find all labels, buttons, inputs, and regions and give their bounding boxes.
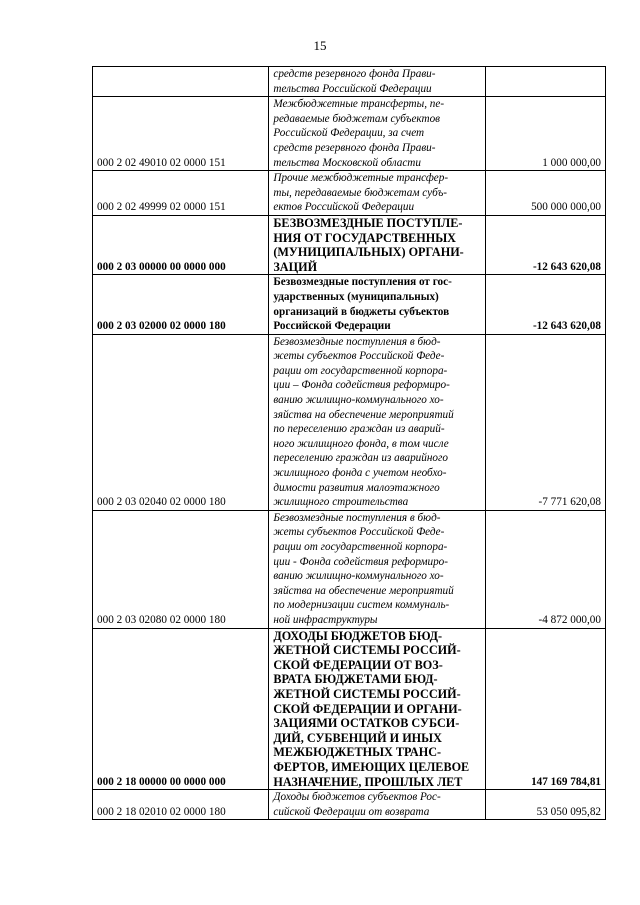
row-name-line: рации от государственной корпора- bbox=[273, 364, 448, 377]
row-code: 000 2 18 02010 02 0000 180 bbox=[93, 790, 269, 820]
table-row bbox=[93, 790, 606, 820]
row-name bbox=[269, 67, 486, 97]
row-name bbox=[269, 334, 486, 510]
row-name-line: димости развития малоэтажного bbox=[273, 481, 440, 494]
row-name-line: ДИЙ, СУБВЕНЦИЙ И ИНЫХ bbox=[273, 730, 442, 745]
row-name-line: НИЯ ОТ ГОСУДАРСТВЕННЫХ bbox=[273, 230, 456, 245]
row-code: 000 2 02 49010 02 0000 151 bbox=[93, 97, 269, 171]
row-name-line: переселению граждан из аварийного bbox=[273, 452, 448, 465]
row-name-line: зяйства на обеспечение мероприятий bbox=[273, 584, 454, 597]
row-name-line: ного жилищного фонда, в том числе bbox=[273, 437, 449, 450]
row-name-line: Российской Федерации bbox=[273, 320, 391, 333]
row-name-line: ектов Российской Федерации bbox=[273, 201, 415, 214]
row-name-line: ДОХОДЫ БЮДЖЕТОВ БЮД- bbox=[273, 628, 443, 643]
row-code: 000 2 03 02040 02 0000 180 bbox=[93, 334, 269, 510]
row-name-line: ФЕРТОВ, ИМЕЮЩИХ ЦЕЛЕВОЕ bbox=[273, 759, 470, 774]
table-row bbox=[93, 67, 606, 97]
table-row bbox=[93, 334, 606, 510]
row-amount bbox=[486, 67, 606, 97]
table-row bbox=[93, 628, 606, 790]
row-name-line: по переселению граждан из аварий- bbox=[273, 423, 445, 436]
table-row bbox=[93, 97, 606, 171]
table-row bbox=[93, 171, 606, 216]
row-name-line: ЖЕТНОЙ СИСТЕМЫ РОССИЙ- bbox=[273, 643, 461, 658]
row-name-line: МЕЖБЮДЖЕТНЫХ ТРАНС- bbox=[273, 745, 442, 760]
row-name-line: ной инфраструктуры bbox=[273, 613, 378, 626]
row-amount: -12 643 620,08 bbox=[486, 275, 606, 334]
row-name-line: жеты субъектов Российской Феде- bbox=[273, 350, 445, 363]
row-code: 000 2 03 00000 00 0000 000 bbox=[93, 215, 269, 274]
row-name-line: ванию жилищно-коммунального хо- bbox=[273, 394, 444, 407]
row-name-line: СКОЙ ФЕДЕРАЦИИ ОТ ВОЗ- bbox=[273, 657, 443, 672]
row-name-line: (МУНИЦИПАЛЬНЫХ) ОРГАНИ- bbox=[273, 245, 464, 260]
row-code: 000 2 03 02080 02 0000 180 bbox=[93, 510, 269, 628]
row-name-line: ЗАЦИЙ bbox=[273, 259, 318, 274]
row-name-line: жеты субъектов Российской Феде- bbox=[273, 526, 445, 539]
row-name-line: Безвозмездные поступления от гос- bbox=[273, 276, 452, 289]
table-row bbox=[93, 215, 606, 274]
row-name-line: тельства Московской области bbox=[273, 156, 421, 169]
row-name-line: сийской Федерации от возврата bbox=[273, 805, 430, 818]
row-name-line: жилищного строительства bbox=[273, 496, 409, 509]
row-name bbox=[269, 275, 486, 334]
row-name-line: рации от государственной корпора- bbox=[273, 541, 448, 553]
row-name-line: Российской Федерации, за счет bbox=[273, 127, 425, 140]
row-code: 000 2 18 00000 00 0000 000 bbox=[93, 628, 269, 790]
row-amount: -7 771 620,08 bbox=[486, 334, 606, 510]
row-name-line: Доходы бюджетов субъектов Рос- bbox=[273, 791, 441, 804]
row-name-line: Межбюджетные трансферты, пе- bbox=[273, 98, 445, 111]
row-name-line: по модернизации систем коммуналь- bbox=[273, 599, 450, 612]
row-amount: -4 872 000,00 bbox=[486, 510, 606, 628]
row-amount: -12 643 620,08 bbox=[486, 215, 606, 274]
row-name-line: зяйства на обеспечение мероприятий bbox=[273, 408, 454, 421]
row-name bbox=[269, 790, 486, 820]
row-code: 000 2 02 49999 02 0000 151 bbox=[93, 171, 269, 216]
row-name-line: тельства Российской Федерации bbox=[273, 82, 432, 95]
row-name-line: ванию жилищно-коммунального хо- bbox=[273, 570, 444, 583]
row-code: 000 2 03 02000 02 0000 180 bbox=[93, 275, 269, 334]
row-name-line: редаваемые бюджетам субъектов bbox=[273, 112, 441, 125]
row-name-line: средств резервного фонда Прави- bbox=[273, 68, 436, 80]
row-amount: 53 050 095,82 bbox=[486, 790, 606, 820]
row-name bbox=[269, 171, 486, 216]
row-name-line: БЕЗВОЗМЕЗДНЫЕ ПОСТУПЛЕ- bbox=[273, 215, 463, 230]
row-name-line: ции – Фонда содействия реформиро- bbox=[273, 379, 450, 392]
row-name-line: НАЗНАЧЕНИЕ, ПРОШЛЫХ ЛЕТ bbox=[273, 774, 463, 789]
row-name-line: ЗАЦИЯМИ ОСТАТКОВ СУБСИ- bbox=[273, 716, 460, 731]
row-name-line: Безвозмездные поступления в бюд- bbox=[273, 511, 441, 524]
row-name-line: ВРАТА БЮДЖЕТАМИ БЮД- bbox=[273, 672, 438, 687]
row-amount: 147 169 784,81 bbox=[486, 628, 606, 790]
row-name bbox=[269, 215, 486, 274]
row-name-line: организаций в бюджеты субъектов bbox=[273, 305, 450, 318]
row-name-line: ции - Фонда содействия реформиро- bbox=[273, 555, 448, 568]
row-amount: 500 000 000,00 bbox=[486, 171, 606, 216]
table-row bbox=[93, 510, 606, 628]
row-amount: 1 000 000,00 bbox=[486, 97, 606, 171]
row-name-line: жилищного фонда с учетом необхо- bbox=[273, 467, 447, 480]
row-name-line: Прочие межбюджетные трансфер- bbox=[273, 172, 449, 185]
row-name-line: ЖЕТНОЙ СИСТЕМЫ РОССИЙ- bbox=[273, 686, 461, 701]
table-row bbox=[93, 275, 606, 334]
row-name-line: ты, передаваемые бюджетам субъ- bbox=[273, 186, 447, 199]
row-name bbox=[269, 97, 486, 171]
row-name-line: СКОЙ ФЕДЕРАЦИИ И ОРГАНИ- bbox=[273, 701, 462, 716]
budget-revenue-table bbox=[92, 66, 606, 820]
row-code bbox=[93, 67, 269, 97]
row-name-line: Безвозмездные поступления в бюд- bbox=[273, 335, 441, 348]
row-name-line: ударственных (муниципальных) bbox=[273, 290, 439, 303]
row-name bbox=[269, 628, 486, 790]
row-name bbox=[269, 510, 486, 628]
page-number: 15 bbox=[313, 38, 327, 53]
row-name-line: средств резервного фонда Прави- bbox=[273, 141, 436, 154]
